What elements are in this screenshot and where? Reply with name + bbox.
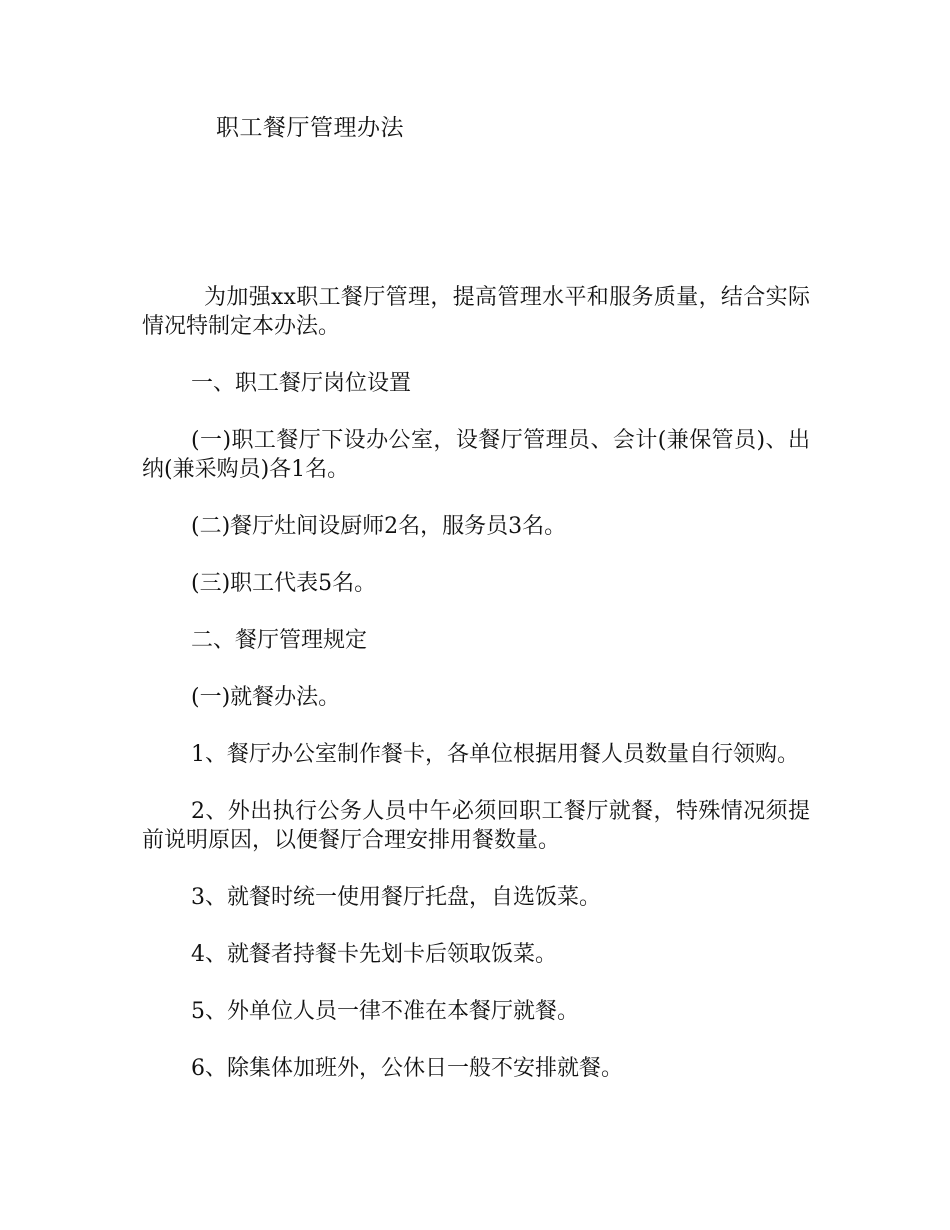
- rule-item-1: 1、餐厅办公室制作餐卡，各单位根据用餐人员数量自行领购。: [191, 742, 799, 767]
- rule-item-5: 5、外单位人员一律不准在本餐厅就餐。: [191, 999, 579, 1024]
- document-title: 职工餐厅管理办法: [216, 115, 404, 141]
- paragraph-kitchen-staff: (二)餐厅灶间设厨师2名，服务员3名。: [191, 514, 567, 539]
- paragraph-office-staff: (一)职工餐厅下设办公室，设餐厅管理员、会计(兼保管员)、出纳(兼采购员)各1名。: [142, 428, 810, 482]
- section-heading-positions: 一、职工餐厅岗位设置: [191, 371, 412, 396]
- rule-item-6: 6、除集体加班外，公休日一般不安排就餐。: [191, 1056, 623, 1081]
- paragraph-employee-reps: (三)职工代表5名。: [191, 571, 377, 596]
- paragraph-intro: 为加强xx职工餐厅管理，提高管理水平和服务质量，结合实际情况特制定本办法。: [142, 285, 810, 339]
- section-heading-rules: 二、餐厅管理规定: [191, 628, 368, 653]
- rule-item-3: 3、就餐时统一使用餐厅托盘，自选饭菜。: [191, 885, 601, 910]
- rule-item-4: 4、就餐者持餐卡先划卡后领取饭菜。: [191, 942, 557, 967]
- rule-item-2: 2、外出执行公务人员中午必须回职工餐厅就餐，特殊情况须提前说明原因，以便餐厅合理安排用餐数量。: [142, 799, 810, 853]
- subsection-heading-dining: (一)就餐办法。: [191, 685, 341, 710]
- document-body: [142, 283, 810, 1111]
